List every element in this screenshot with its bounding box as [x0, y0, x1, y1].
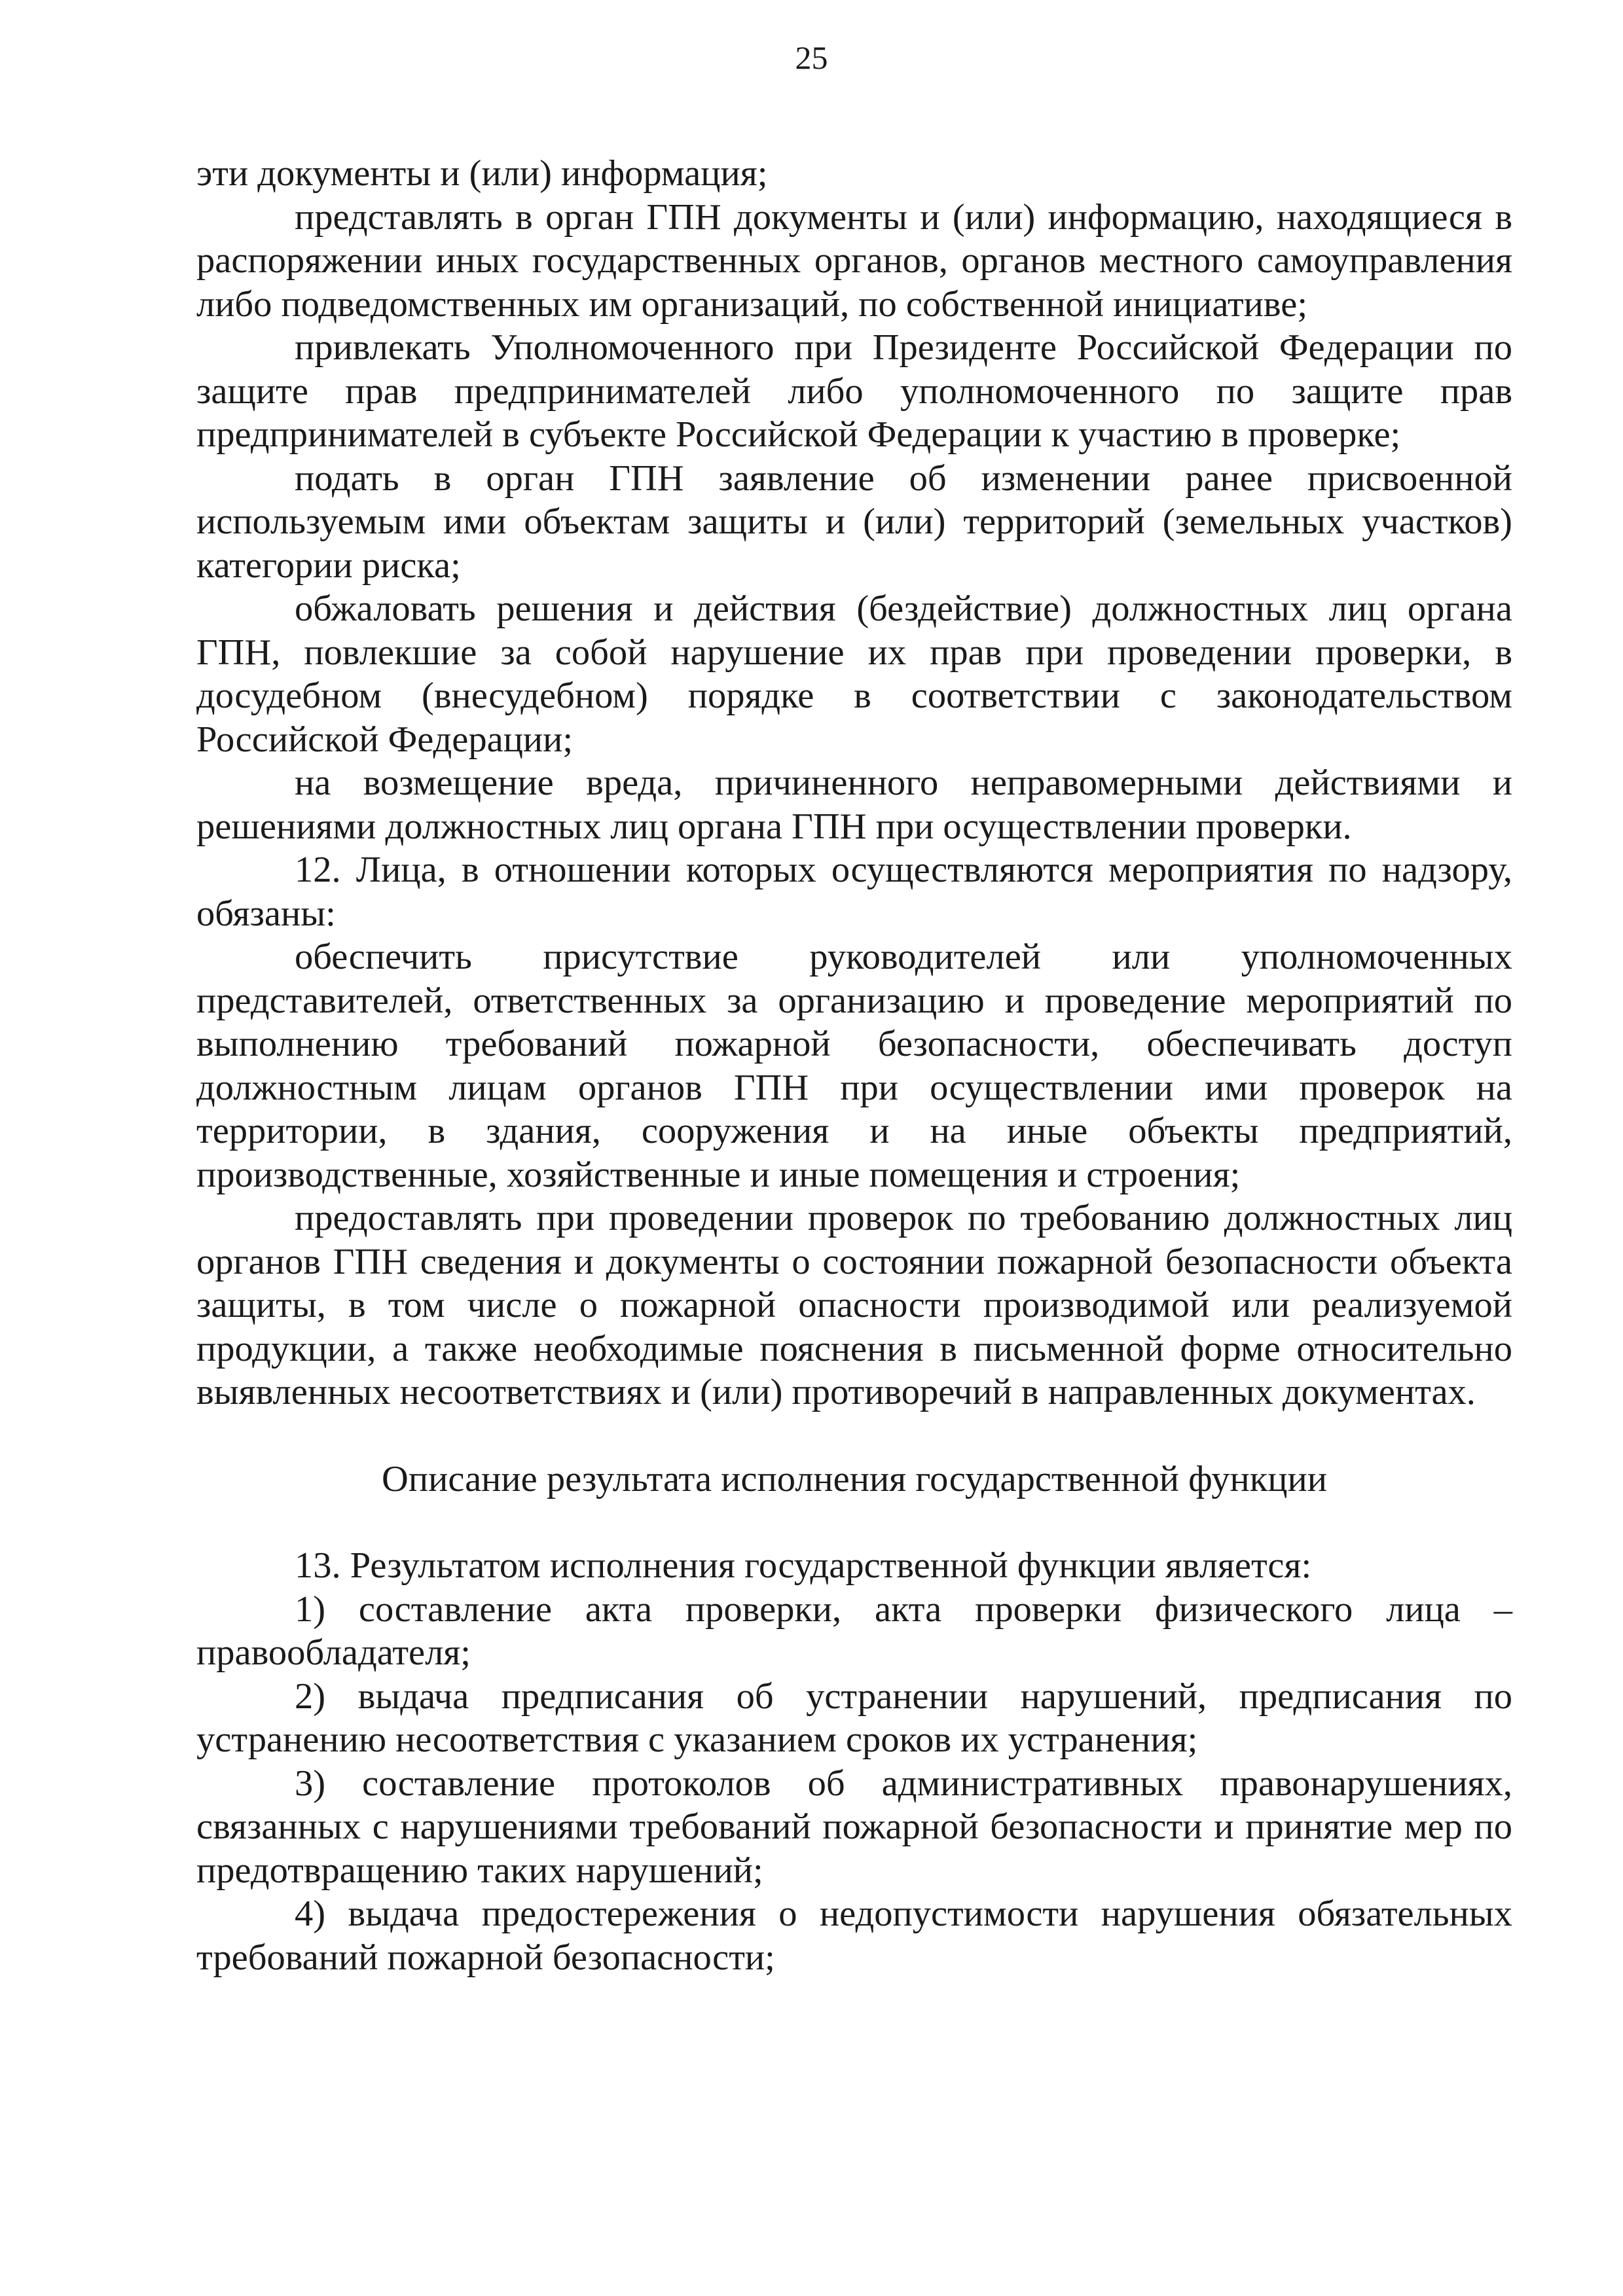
list-item: 4) выдача предостережения о недопустимости нарушения обязательных требований пожарной безопасности; — [196, 1893, 1512, 1978]
section-heading: Описание результата исполнения государственной функции — [382, 1458, 1327, 1499]
paragraph: 13. Результатом исполнения государственной функции является: — [295, 1545, 1312, 1586]
paragraph: подать в орган ГПН заявление об изменении ранее присвоенной используемым ими объектам защиты и (или) территорий (земельных участков) категории риска; — [196, 457, 1512, 586]
paragraph: 12. Лица, в отношении которых осуществляются мероприятия по надзору, обязаны: — [196, 850, 1512, 934]
document-body — [196, 152, 1512, 1979]
paragraph: обжаловать решения и действия (бездействие) должностных лиц органа ГПН, повлекшие за собой нарушение их прав при проведении проверки, в досудебном (внесудебном) порядке в соответствии с законодательством Российской Федерации; — [196, 588, 1512, 760]
paragraph: на возмещение вреда, причиненного неправомерными действиями и решениями должностных лиц органа ГПН при осуществлении проверки. — [196, 762, 1512, 847]
paragraph: привлекать Уполномоченного при Президенте Российской Федерации по защите прав предпринимателей либо уполномоченного по защите прав предпринимателей в субъекте Российской Федерации к участию в проверке; — [196, 327, 1512, 455]
paragraph: представлять в орган ГПН документы и (или) информацию, находящиеся в распоряжении иных государственных органов, органов местного самоуправления либо подведомственных им организаций, по собственной инициативе; — [196, 196, 1512, 325]
paragraph: эти документы и (или) информация; — [196, 153, 768, 194]
list-item: 2) выдача предписания об устранении нарушений, предписания по устранению несоответствия с указанием сроков их устранения; — [196, 1676, 1512, 1760]
paragraph: обеспечить присутствие руководителей или уполномоченных представителей, ответственных за организацию и проведение мероприятий по выполнению требований пожарной безопасности, обеспечивать доступ должностным лицам органов ГПН при осуществлении ими проверок на территории, в здания, сооружения и на иные объекты предприятий, производственные, хозяйственные и иные помещения и строения; — [196, 937, 1512, 1195]
page-number: 25 — [795, 39, 828, 76]
paragraph: предоставлять при проведении проверок по требованию должностных лиц органов ГПН сведения и документы о состоянии пожарной безопасности объекта защиты, в том числе о пожарной опасности производимой или реализуемой продукции, а также необходимые пояснения в письменной форме относительно выявленных несоответствиях и (или) противоречий в направленных документах. — [196, 1198, 1512, 1412]
list-item: 1) составление акта проверки, акта проверки физического лица – правообладателя; — [196, 1588, 1512, 1673]
list-item: 3) составление протоколов об административных правонарушениях, связанных с нарушениями требований пожарной безопасности и принятие мер по предотвращению таких нарушений; — [196, 1763, 1512, 1891]
